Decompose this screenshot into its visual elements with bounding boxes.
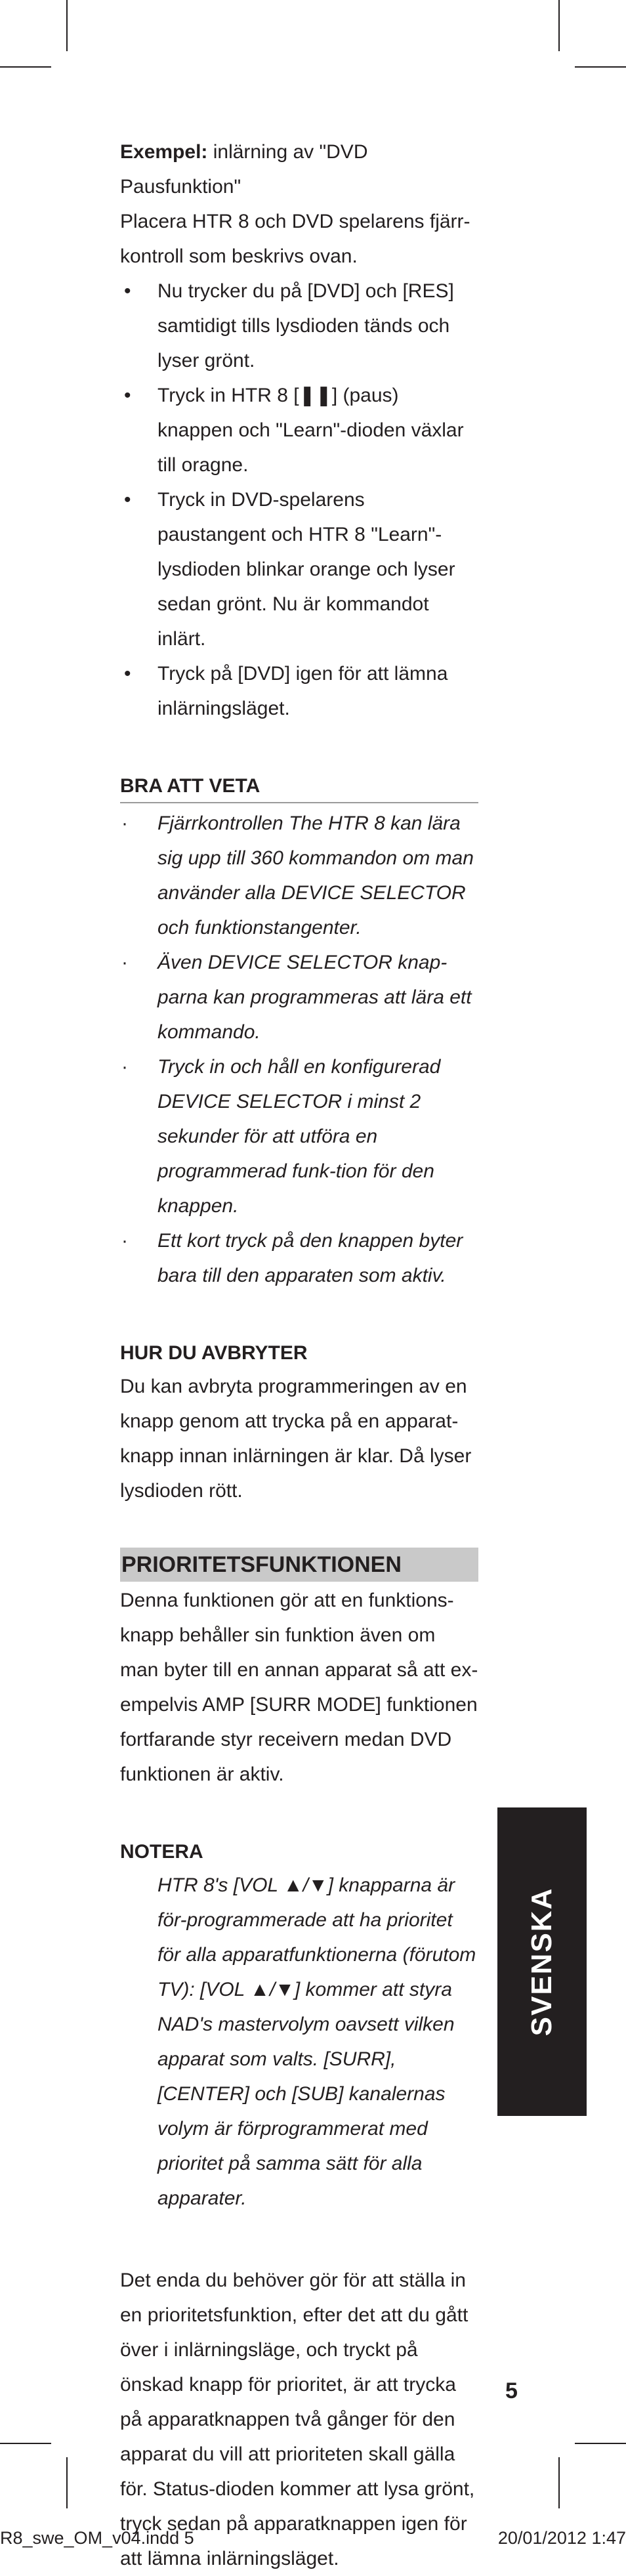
language-tab-label: SVENSKA	[526, 1887, 558, 2037]
example-step: • Tryck in HTR 8 [❚❚] (paus) knappen och "Learn"-dioden växlar till oragne.	[120, 378, 478, 482]
crop-mark-bottom-left-vertical	[66, 2457, 68, 2508]
good-to-know-item: · Tryck in och håll en konfigurerad DEVICE SELECTOR i minst 2 sekunder för att utföra en programmerad funk-tion för den knappen.	[120, 1049, 478, 1223]
slug-file: R8_swe_OM_v04.indd 5	[0, 2528, 194, 2548]
page-number: 5	[505, 2378, 518, 2403]
good-to-know-heading: BRA ATT VETA	[120, 771, 478, 803]
example-step: • Nu trycker du på [DVD] och [RES] samtidigt tills lysdioden tänds och lyser grönt.	[120, 274, 478, 378]
crop-mark-bottom-right-horizontal	[575, 2443, 626, 2444]
priority-heading: PRIORITETSFUNKTIONEN	[120, 1548, 478, 1582]
good-to-know-list	[120, 806, 478, 1293]
example-step: • Tryck in DVD-spelarens paustangent och HTR 8 "Learn"-lysdioden blinkar orange och lyser sedan grönt. Nu är kommandot inlärt.	[120, 482, 478, 656]
example-text: Placera HTR 8 och DVD spelarens fjärr-kontroll som beskrivs ovan.	[120, 211, 470, 267]
note-heading: NOTERA	[120, 1841, 203, 1863]
language-tab	[497, 1807, 587, 2116]
closing-text: Det enda du behöver gör för att ställa in en prioritetsfunktion, efter det att du gått över i inlärningsläge, och tryckt på önskad knapp för prioritet, är att trycka på apparatknappen två gånger för den apparat du vill att prioriteten skall gälla för. Status-dioden kommer att lysa grönt, tryck sedan på apparatknappen igen för att lämna inlärningsläget.	[120, 2270, 475, 2569]
crop-mark-bottom-left-horizontal	[0, 2443, 51, 2444]
example-title: inlärning av "DVD Pausfunktion"	[120, 141, 368, 198]
good-to-know-item: · Fjärrkontrollen The HTR 8 kan lära sig upp till 360 kommandon om man använder alla DEVICE SELECTOR och funktionstangenter.	[120, 806, 478, 945]
note-text: HTR 8's [VOL ▲/▼] knapparna är för-programmerade att ha prioritet för alla apparatfunktionerna (förutom TV): [VOL ▲/▼] kommer att styra NAD's mastervolym oavsett vilken apparat som valts. [SURR], [CENTER] och [SUB] kanalernas volym är förprogrammerat med prioritet på samma sätt för alla apparater.	[157, 1874, 476, 2209]
crop-mark-top-right-horizontal	[575, 66, 626, 68]
good-to-know-item: · Ett kort tryck på den knappen byter bara till den apparaten som aktiv.	[120, 1223, 478, 1293]
cancel-heading: HUR DU AVBRYTER	[120, 1342, 308, 1364]
example-intro	[120, 135, 478, 204]
cancel-text: Du kan avbryta programmeringen av en knapp genom att trycka på en apparat-knapp innan inlärningen är klar. Då lyser lysdioden rött.	[120, 1376, 472, 1502]
crop-mark-bottom-right-vertical	[558, 2457, 560, 2508]
priority-text: Denna funktionen gör att en funktions-knapp behåller sin funktion även om man byter till en annan apparat så att ex-empelvis AMP [SURR MODE] funktionen fortfarande styr receivern medan DVD funktionen är aktiv.	[120, 1590, 478, 1785]
crop-mark-top-right-vertical	[558, 0, 560, 51]
example-step: • Tryck på [DVD] igen för att lämna inlärningsläget.	[120, 656, 478, 726]
crop-mark-top-left-vertical	[66, 0, 68, 51]
slug-date: 20/01/2012 1:47	[497, 2528, 626, 2548]
text-column	[120, 135, 478, 2576]
example-label: Exempel:	[120, 141, 208, 163]
example-steps	[120, 274, 478, 726]
good-to-know-item: · Även DEVICE SELECTOR knap-parna kan programmeras att lära ett kommando.	[120, 945, 478, 1049]
crop-mark-top-left-horizontal	[0, 66, 51, 68]
